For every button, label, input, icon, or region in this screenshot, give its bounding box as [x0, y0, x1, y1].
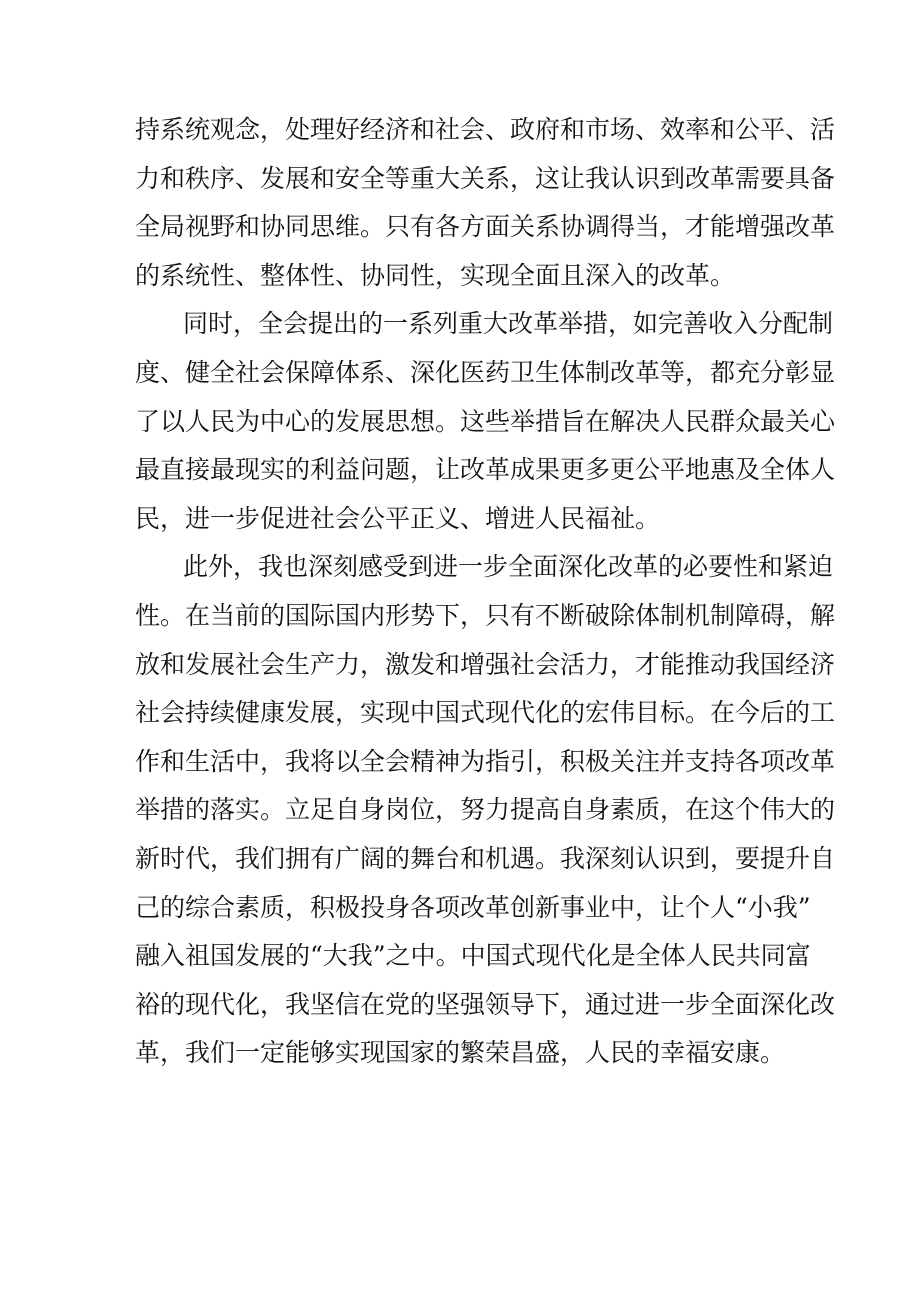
paragraph-2	[135, 300, 836, 543]
text-line: 新时代，我们拥有广阔的舞台和机遇。我深刻认识到，要提升自	[135, 843, 836, 873]
text-line: 此外，我也深刻感受到进一步全面深化改革的必要性和紧迫	[183, 552, 834, 582]
text-line: 力和秩序、发展和安全等重大关系，这让我认识到改革需要具备	[135, 163, 836, 193]
text-line: 民，进一步促进社会公平正义、增进人民福祉。	[135, 503, 661, 533]
text-line: 最直接最现实的利益问题，让改革成果更多更公平地惠及全体人	[135, 455, 836, 485]
text-line: 放和发展社会生产力，激发和增强社会活力，才能推动我国经济	[135, 649, 836, 679]
text-line: 同时，全会提出的一系列重大改革举措，如完善收入分配制	[183, 309, 834, 339]
text-line: 持系统观念，处理好经济和社会、政府和市场、效率和公平、活	[135, 115, 836, 144]
text-line: 度、健全社会保障体系、深化医药卫生体制改革等，都充分彰显	[135, 357, 836, 387]
text-line: 裕的现代化，我坚信在党的坚强领导下，通过进一步全面深化改	[135, 989, 836, 1019]
text-line: 举措的落实。立足自身岗位，努力提高自身素质，在这个伟大的	[135, 795, 836, 825]
text-line: 全局视野和协同思维。只有各方面关系协调得当，才能增强改革	[135, 212, 836, 242]
text-line: 的系统性、整体性、协同性，实现全面且深入的改革。	[135, 260, 736, 290]
paragraph-1	[135, 106, 836, 300]
text-line: 革，我们一定能够实现国家的繁荣昌盛，人民的幸福安康。	[135, 1038, 786, 1068]
text-line: 社会持续健康发展，实现中国式现代化的宏伟目标。在今后的工	[135, 698, 836, 728]
text-line: 了以人民为中心的发展思想。这些举措旨在解决人民群众最关心	[135, 406, 836, 436]
paragraph-3	[135, 543, 836, 1078]
document-body	[135, 106, 836, 1078]
text-line: 性。在当前的国际国内形势下，只有不断破除体制机制障碍，解	[135, 600, 836, 630]
text-line: 融入祖国发展的“大我”之中。中国式现代化是全体人民共同富	[135, 941, 811, 971]
text-line: 作和生活中，我将以全会精神为指引，积极关注并支持各项改革	[135, 746, 836, 776]
text-line: 己的综合素质，积极投身各项改革创新事业中，让个人“小我”	[135, 892, 811, 922]
